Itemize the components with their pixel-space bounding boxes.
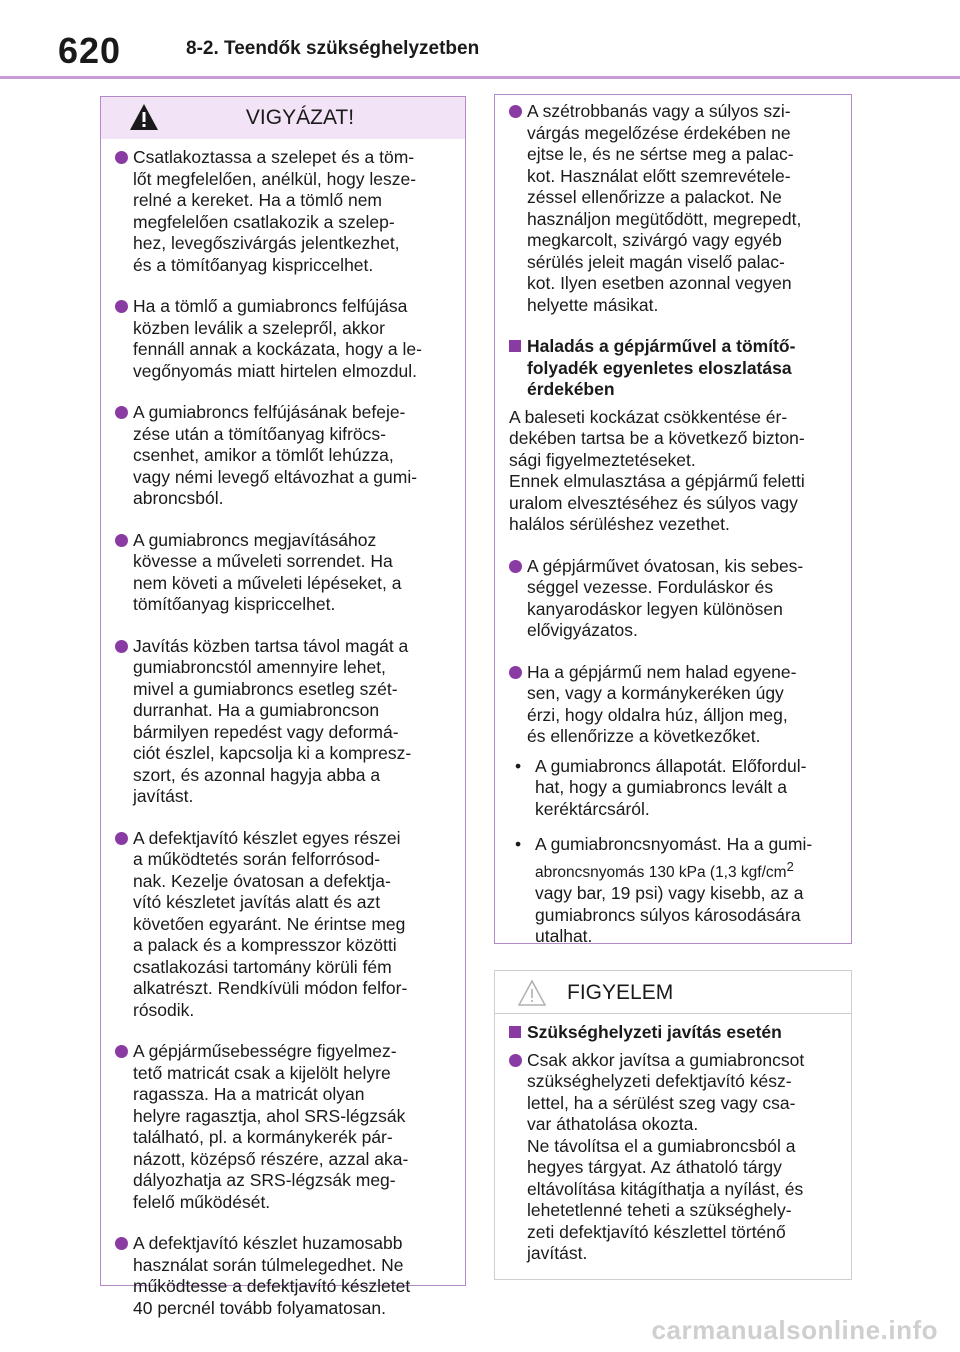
bullet-dot-icon bbox=[115, 406, 128, 419]
text-line: nem követi a műveleti lépéseket, a bbox=[133, 572, 402, 593]
notice-title: FIGYELEM bbox=[567, 981, 674, 1004]
bullet-dot-icon bbox=[115, 832, 128, 845]
text-line: megfelelően csatlakozik a szelep- bbox=[133, 211, 395, 232]
text-line: érzi, hogy oldalra húz, álljon meg, bbox=[527, 704, 788, 725]
text-line: ejtse le, és ne sértse meg a palac- bbox=[527, 144, 794, 164]
header-rule bbox=[0, 76, 960, 79]
text-line: kot. Ilyen esetben azonnal vegyen bbox=[527, 273, 792, 293]
text-line: var áthatolása okozta. bbox=[527, 1114, 699, 1134]
text-line: javítást. bbox=[133, 786, 194, 806]
text-line: A gumiabroncs állapotát. Előfordul- bbox=[535, 755, 807, 776]
text-line: halálos sérüléshez vezethet. bbox=[509, 514, 730, 534]
text-line: rósodik. bbox=[133, 999, 195, 1020]
bullet-dot-icon bbox=[115, 1237, 128, 1250]
text-line: dekében tartsa be a következő bizton- bbox=[509, 428, 805, 448]
bullet-dot-icon bbox=[509, 560, 522, 573]
text-line: A gépjárműsebességre figyelmez- bbox=[133, 1041, 397, 1061]
text-line: használat során túlmelegedhet. Ne bbox=[133, 1254, 404, 1275]
text-line: kövesse a műveleti sorrendet. Ha bbox=[133, 551, 393, 571]
notice-content bbox=[495, 1014, 851, 1265]
text-line: gumiabroncstól amennyire lehet, bbox=[133, 657, 386, 677]
warning-title: VIGYÁZAT! bbox=[245, 106, 355, 129]
text-line: mivel a gumiabroncs esetleg szét- bbox=[133, 678, 398, 699]
text-line: A defektjavító készlet egyes részei bbox=[133, 827, 401, 848]
text-line: lehetetlenné teheti a szükséghely- bbox=[527, 1200, 792, 1220]
watermark: carmanualsonline.info bbox=[651, 1315, 938, 1345]
right-warning-box bbox=[494, 94, 852, 947]
warning-item bbox=[115, 147, 453, 276]
bullet-line: vagy bar, 19 psi) vagy kisebb, az a bbox=[535, 883, 804, 904]
notice-box bbox=[494, 970, 852, 1280]
text-line: Haladás a gépjárművel a tömítő- bbox=[527, 336, 796, 356]
subheading-driving bbox=[509, 336, 839, 401]
text-line: séggel vezesse. Forduláskor és bbox=[527, 577, 774, 597]
text-line: érdekében bbox=[527, 379, 615, 399]
text-line: közben leválik a szelepről, akkor bbox=[133, 317, 385, 338]
text-line: sérülés jeleit magán viselő palac- bbox=[527, 251, 785, 272]
text-line: Ennek elmulasztása a gépjármű feletti bbox=[509, 471, 805, 491]
text-line: helyette másikat. bbox=[527, 294, 659, 315]
text-line: folyadék egyenletes eloszlatása bbox=[527, 357, 792, 378]
text-line: A gépjárművet óvatosan, kis sebes- bbox=[527, 555, 804, 576]
text-line: sági figyelmeztetéseket. bbox=[509, 449, 696, 470]
text-line: Csak akkor javítsa a gumiabroncsot bbox=[527, 1049, 805, 1070]
text-line: vagy némi levegő eltávozhat a gumi- bbox=[133, 466, 418, 487]
warning-item bbox=[115, 828, 453, 1022]
text-line: Javítás közben tartsa távol magát a bbox=[133, 635, 409, 656]
bullet-dot-icon bbox=[115, 640, 128, 653]
text-line: A baleseti kockázat csökkentése ér- bbox=[509, 406, 788, 427]
text-line: tömítőanyag kispriccelhet. bbox=[133, 594, 336, 614]
bullet-line-pressure: abroncsnyomás 130 kPa (1,3 kgf/$cm^2$ bbox=[535, 858, 794, 881]
text-line: tető matricát csak a kijelölt helyre bbox=[133, 1062, 391, 1083]
text-line: durranhat. Ha a gumiabroncson bbox=[133, 700, 380, 720]
warning-content bbox=[101, 139, 465, 1319]
square-bullet-icon bbox=[509, 1026, 521, 1038]
text-line: bármilyen repedést vagy deformá- bbox=[133, 721, 399, 742]
warning-title-band bbox=[101, 97, 465, 139]
text-line: názott, középső részére, azzal aka- bbox=[133, 1148, 409, 1169]
text-line: javítást. bbox=[527, 1243, 588, 1263]
text-line: zéssel ellenőrizze a palackot. Ne bbox=[527, 187, 782, 207]
text-line: A szétrobbanás vagy a súlyos szi- bbox=[527, 101, 791, 121]
list-item bbox=[509, 556, 839, 642]
text-line: várgás megelőzése érdekében ne bbox=[527, 122, 791, 143]
notice-title-band bbox=[495, 971, 851, 1014]
superscript: 2 bbox=[786, 858, 794, 874]
text-line: kot. Használat előtt szemrevétele- bbox=[527, 165, 791, 186]
warning-triangle-icon bbox=[129, 103, 159, 131]
warning-item bbox=[115, 530, 453, 616]
bullet-line: A gumiabroncsnyomást. Ha a gumi- bbox=[535, 834, 813, 854]
bullet-dot-icon bbox=[115, 151, 128, 164]
list-item bbox=[509, 662, 839, 748]
text-line: Ha a gépjármű nem halad egyene- bbox=[527, 661, 797, 682]
text-line: ciót észlel, kapcsolja ki a kompresz- bbox=[133, 743, 412, 763]
text-line: A defektjavító készlet huzamosabb bbox=[133, 1233, 403, 1253]
text-line: és ellenőrizze a következőket. bbox=[527, 726, 761, 746]
text-line: eltávolítása kitágíthatja a nyílást, és bbox=[527, 1178, 804, 1199]
text-line: zeti defektjavító készlettel történő bbox=[527, 1221, 786, 1242]
bullet-mark: • bbox=[515, 755, 522, 776]
text-line: vító készletet javítás alatt és azt bbox=[133, 892, 381, 912]
text-line: lőt megfelelően, anélkül, hogy lesze- bbox=[133, 168, 417, 189]
text-line: 40 percnél tovább folyamatosan. bbox=[133, 1297, 386, 1318]
list-item bbox=[509, 101, 839, 316]
text-line: kanyarodáskor legyen különösen bbox=[527, 598, 783, 619]
warning-item bbox=[115, 636, 453, 808]
text-line: csatlakozási tartomány körüli fém bbox=[133, 956, 392, 977]
bullet-mark: • bbox=[515, 834, 522, 854]
list-item bbox=[509, 1050, 839, 1265]
bullet-line: utalhat. bbox=[535, 926, 593, 947]
text-line: hat, hogy a gumiabroncs levált a bbox=[535, 777, 787, 797]
text-line: megkarcolt, szivárgó vagy egyéb bbox=[527, 230, 782, 250]
right-content bbox=[495, 95, 851, 948]
text-line: Csatlakoztassa a szelepet és a töm- bbox=[133, 147, 415, 167]
text-line: működtesse a defektjavító készletet bbox=[133, 1276, 411, 1296]
text-line: uralom elvesztéséhez és súlyos vagy bbox=[509, 492, 798, 513]
text-line: Ha a tömlő a gumiabroncs felfújása bbox=[133, 296, 408, 316]
page-header bbox=[0, 0, 960, 80]
text-line: alkatrészt. Rendkívüli módon felfor- bbox=[133, 978, 408, 998]
text-line: csenhet, amikor a tömlőt lehúzza, bbox=[133, 445, 394, 465]
warning-item bbox=[115, 1041, 453, 1213]
bullet-dot-icon bbox=[115, 300, 128, 313]
text-line: ragassza. Ha a matricát olyan bbox=[133, 1084, 365, 1104]
page-number: 620 bbox=[58, 30, 122, 71]
text-line: abroncsból. bbox=[133, 488, 224, 508]
square-bullet-icon bbox=[509, 340, 521, 352]
text-line: vegőnyomás miatt hirtelen elmozdul. bbox=[133, 360, 418, 381]
text-line: lettel, ha a sérülést szeg vagy csa- bbox=[527, 1092, 796, 1113]
text-line: szort, és azonnal hagyja abba a bbox=[133, 764, 381, 785]
text-line: a palack és a kompresszor közötti bbox=[133, 935, 397, 955]
section-title: 8-2. Teendők szükséghelyzetben bbox=[186, 38, 480, 59]
notice-triangle-icon bbox=[517, 979, 547, 1007]
bullet-dot-icon bbox=[509, 105, 522, 118]
warning-item bbox=[115, 1233, 453, 1319]
paragraph bbox=[509, 407, 839, 536]
text-line: felelő működését. bbox=[133, 1191, 271, 1212]
warning-item bbox=[115, 296, 453, 382]
text-line: keréktárcsáról. bbox=[535, 798, 650, 819]
text-line: zése után a tömítőanyag kifröcs- bbox=[133, 423, 386, 444]
sub-bullet bbox=[509, 756, 839, 821]
text-line: helyre ragasztja, ahol SRS-légzsák bbox=[133, 1105, 406, 1126]
text-line: nak. Kezelje óvatosan a defektja- bbox=[133, 870, 391, 891]
text-line: A gumiabroncs felfújásának befeje- bbox=[133, 402, 406, 422]
text-line: a működtetés során felforrósod- bbox=[133, 849, 381, 869]
bullet-dot-icon bbox=[509, 666, 522, 679]
bullet-dot-icon bbox=[115, 534, 128, 547]
warning-item bbox=[115, 402, 453, 510]
text-line: követően egyaránt. Ne érintse meg bbox=[133, 913, 406, 934]
bullet-dot-icon bbox=[509, 1054, 522, 1067]
text-line: dályozhatja az SRS-légzsák meg- bbox=[133, 1170, 396, 1190]
text-line: relné a kereket. Ha a tömlő nem bbox=[133, 190, 383, 210]
text-line: és a tömítőanyag kispriccelhet. bbox=[133, 254, 374, 275]
sub-bullet bbox=[509, 834, 839, 948]
text-line: A gumiabroncs megjavításához bbox=[133, 529, 377, 550]
text-line: található, pl. a kormánykerék pár- bbox=[133, 1127, 393, 1147]
text-line: fennáll annak a kockázata, hogy a le- bbox=[133, 339, 422, 359]
subheading-emergency: Szükséghelyzeti javítás esetén bbox=[509, 1022, 839, 1044]
bullet-dot-icon bbox=[115, 1045, 128, 1058]
text-line: hez, levegőszivárgás jelentkezhet, bbox=[133, 233, 400, 253]
text-line: Ne távolítsa el a gumiabroncsból a bbox=[527, 1135, 796, 1156]
text-line: elővigyázatos. bbox=[527, 620, 638, 640]
text-line: sen, vagy a kormánykeréken úgy bbox=[527, 683, 784, 703]
text-line: szükséghelyzeti defektjavító kész- bbox=[527, 1071, 792, 1091]
text-line: használjon megütődött, megrepedt, bbox=[527, 208, 802, 229]
bullet-line: gumiabroncs súlyos károsodására bbox=[535, 904, 801, 925]
warning-box bbox=[100, 96, 466, 1318]
text-line: hegyes tárgyat. Az áthatoló tárgy bbox=[527, 1157, 782, 1177]
